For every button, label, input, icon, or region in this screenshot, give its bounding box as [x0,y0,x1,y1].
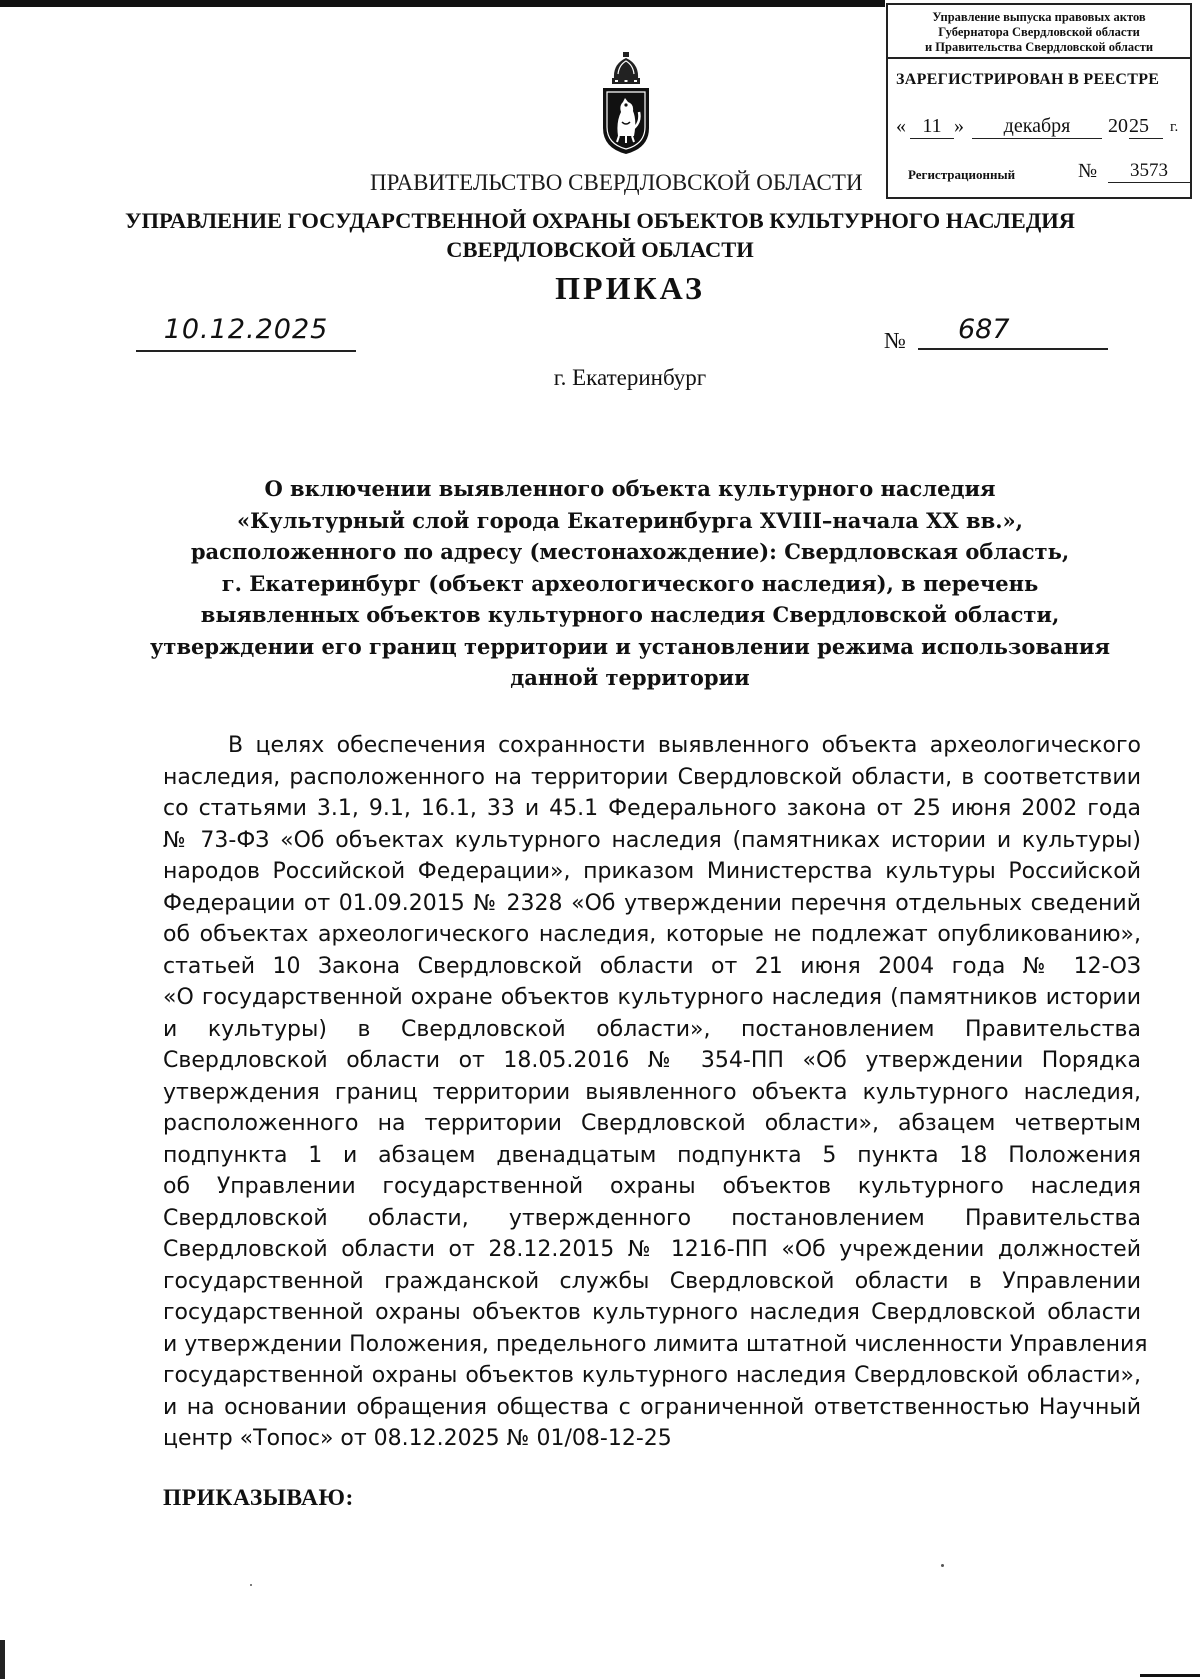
document-title [100,473,1160,694]
paragraph-line: подпункта 1 и абзацем двенадцатым подпункта 5 пункта 18 Положения [163,1142,1141,1168]
document-type: ПРИКАЗ [555,270,705,306]
stamp-date [888,115,1190,141]
title-line: О включении выявленного объекта культурного наследия [264,476,996,501]
stamp-date-year-prefix: 20 [1108,115,1128,137]
paragraph-line: об объектах археологического наследия, которые не подлежат опубликованию», [163,922,1141,947]
stamp-header-line: и Правительства Свердловской области [924,40,1154,54]
stamp-date-year-suffix: 25 [1129,115,1163,139]
title-line: «Культурный слой города Екатеринбурга XVIII–начала XX вв.», [237,507,1023,533]
scan-top-edge [0,0,885,7]
paragraph-line: народов Российской Федерации», приказом Министерства культуры Российской [163,859,1141,884]
paragraph-line: расположенного на территории Свердловской области», абзацем четвертым [163,1111,1141,1136]
stamp-header-line: Губернатора Свердловской области [938,25,1140,39]
title-line: г. Екатеринбург (объект археологического наследия), в перечень [221,570,1039,596]
scan-speck [941,1564,944,1567]
stamp-reg-label: Регистрационный [908,167,1016,182]
paragraph-line: В целях обеспечения сохранности выявленного объекта археологического [228,733,1141,758]
paragraph-line: и культуры) в Свердловской области», постановлением Правительства [163,1016,1141,1042]
title-line: расположенного по адресу (местонахождение): Свердловская область, [190,539,1070,564]
stamp-registered-label: ЗАРЕГИСТРИРОВАН В РЕЕСТРЕ [896,71,1160,88]
stamp-date-year-abbr: г. [1170,119,1179,135]
paragraph-line: Свердловской области, утвержденного постановлением Правительства [163,1205,1141,1231]
stamp-registration-number [908,160,1188,190]
government-name: ПРАВИТЕЛЬСТВО СВЕРДЛОВСКОЙ ОБЛАСТИ [370,170,863,195]
preamble-paragraph [163,730,1148,1455]
handwritten-date: 10.12.2025 [136,314,356,352]
stamp-header [888,5,1190,59]
handwritten-order-number: 687 [918,314,1108,350]
order-heading: ПРИКАЗЫВАЮ: [163,1485,354,1511]
coat-of-arms-emblem [601,50,651,156]
order-number-sign: № [884,328,906,353]
registry-stamp [886,3,1192,199]
paragraph-line: Свердловской области от 28.12.2015 № 1216-ПП «Об учреждении должностей [163,1237,1141,1262]
stamp-date-open-quote: « [896,115,906,137]
paragraph-line: утверждения границ территории выявленного объекта культурного наследия, [163,1079,1141,1105]
paragraph-line: и на основании обращения общества с ограниченной ответственностью Научный [163,1394,1141,1420]
stamp-reg-number: 3573 [1108,160,1190,183]
paragraph-line: со статьями 3.1, 9.1, 16.1, 33 и 45.1 Федерального закона от 25 июня 2002 года [163,796,1141,821]
scan-corner-mark [1140,1674,1200,1677]
paragraph-line: государственной охраны объектов культурного наследия Свердловской области [163,1300,1141,1325]
department-name-line2: СВЕРДЛОВСКОЙ ОБЛАСТИ [446,237,754,262]
stamp-date-close-quote: » [954,115,964,137]
stamp-number-sign: № [1078,160,1098,182]
title-line: данной территории [510,665,750,690]
paragraph-line: и утверждении Положения, предельного лимита штатной численности Управления [163,1331,1148,1357]
city: г. Екатеринбург [553,365,707,390]
paragraph-line: № 73-ФЗ «Об объектах культурного наследия (памятниках истории и культуры) [163,827,1141,853]
stamp-date-day: 11 [910,115,954,139]
scan-speck [250,1584,252,1586]
paragraph-line: государственной гражданской службы Свердловской области в Управлении [163,1268,1141,1294]
paragraph-line: Федерации от 01.09.2015 № 2328 «Об утверждении перечня отдельных сведений [163,890,1141,916]
paragraph-line: «О государственной охране объектов культурного наследия (памятников истории [163,985,1141,1010]
paragraph-line: центр «Топос» от 08.12.2025 № 01/08-12-25 [163,1426,672,1451]
title-line: выявленных объектов культурного наследия Свердловской области, [200,602,1060,627]
paragraph-line: государственной охраны объектов культурного наследия Свердловской области», [163,1363,1141,1388]
department-name-line1: УПРАВЛЕНИЕ ГОСУДАРСТВЕННОЙ ОХРАНЫ ОБЪЕКТОВ КУЛЬТУРНОГО НАСЛЕДИЯ [124,208,1076,233]
paragraph-line: об Управлении государственной охраны объектов культурного наследия [163,1174,1141,1199]
scan-left-edge [0,1640,5,1679]
stamp-header-line: Управление выпуска правовых актов [932,10,1146,24]
paragraph-line: статьей 10 Закона Свердловской области от 21 июня 2004 года № 12-ОЗ [163,953,1141,979]
title-line: утверждении его границ территории и установлении режима использования [149,633,1110,659]
paragraph-line: Свердловской области от 18.05.2016 № 354-ПП «Об утверждении Порядка [163,1048,1141,1073]
paragraph-line: наследия, расположенного на территории Свердловской области, в соответствии [163,764,1141,790]
stamp-date-month: декабря [972,115,1102,139]
